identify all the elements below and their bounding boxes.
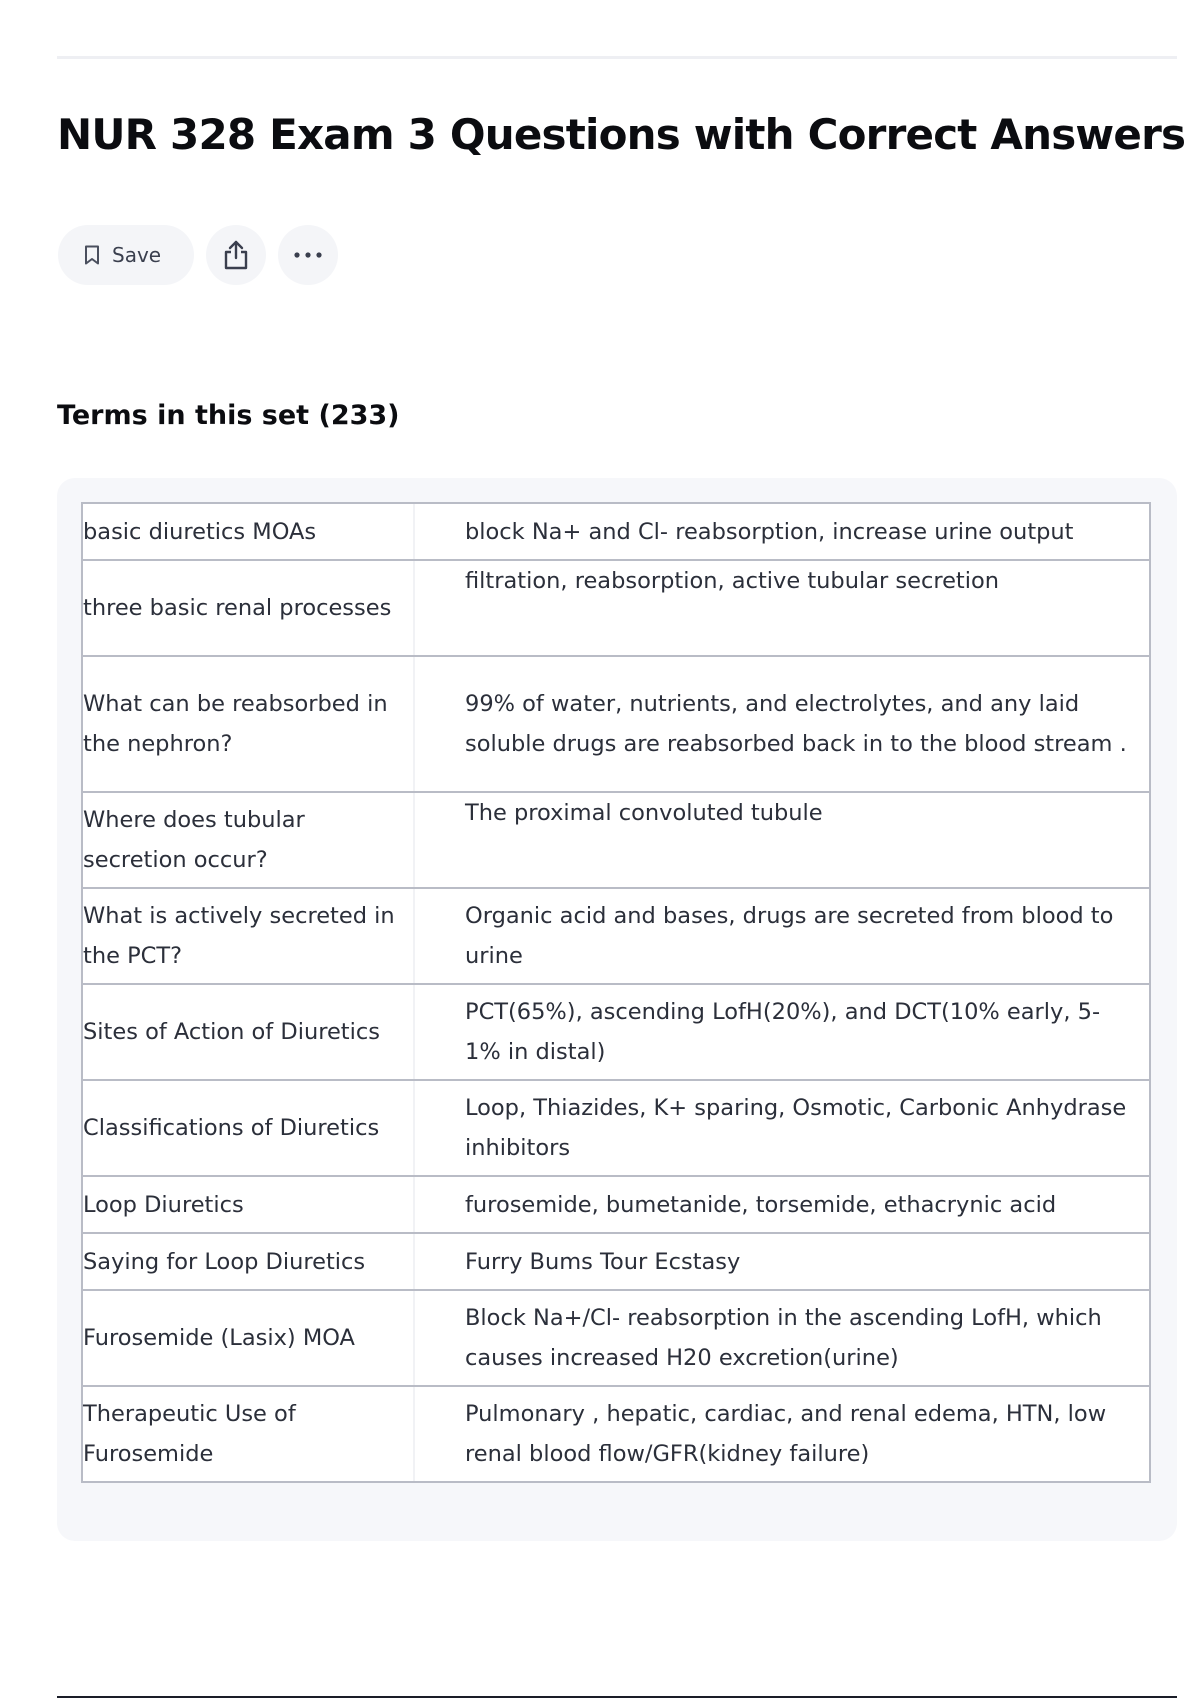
- top-divider: [57, 56, 1177, 59]
- term-cell: Sites of Action of Diuretics: [82, 984, 414, 1080]
- table-row: [82, 1290, 1150, 1386]
- bottom-divider: [57, 1696, 1177, 1698]
- term-cell: What is actively secreted in the PCT?: [82, 888, 414, 984]
- definition-cell: Block Na+/Cl- reabsorption in the ascending LofH, which causes increased H20 excretion(urine): [414, 1290, 1150, 1386]
- bookmark-icon: [84, 245, 100, 265]
- table-row: [82, 984, 1150, 1080]
- more-icon: [293, 251, 323, 259]
- more-options-button[interactable]: [278, 225, 338, 285]
- save-button[interactable]: [58, 225, 194, 285]
- term-cell: What can be reabsorbed in the nephron?: [82, 656, 414, 792]
- definition-cell: block Na+ and Cl- reabsorption, increase urine output: [414, 503, 1150, 560]
- table-row: [82, 888, 1150, 984]
- share-button[interactable]: [206, 225, 266, 285]
- page-title: NUR 328 Exam 3 Questions with Correct Answers: [57, 110, 1186, 159]
- terms-table-container: [57, 478, 1177, 1541]
- term-cell: Loop Diuretics: [82, 1176, 414, 1233]
- terms-heading: Terms in this set (233): [57, 400, 400, 431]
- definition-cell: The proximal convoluted tubule: [414, 792, 1150, 888]
- term-cell: Where does tubular secretion occur?: [82, 792, 414, 888]
- definition-cell: Organic acid and bases, drugs are secreted from blood to urine: [414, 888, 1150, 984]
- action-bar: [58, 225, 338, 285]
- table-row: [82, 1233, 1150, 1290]
- table-row: [82, 1176, 1150, 1233]
- table-row: [82, 560, 1150, 656]
- term-cell: Furosemide (Lasix) MOA: [82, 1290, 414, 1386]
- table-row: [82, 503, 1150, 560]
- share-icon: [223, 240, 249, 270]
- term-cell: basic diuretics MOAs: [82, 503, 414, 560]
- definition-cell: Furry Bums Tour Ecstasy: [414, 1233, 1150, 1290]
- definition-cell: 99% of water, nutrients, and electrolytes, and any laid soluble drugs are reabsorbed back in to the blood stream .: [414, 656, 1150, 792]
- term-cell: Therapeutic Use of Furosemide: [82, 1386, 414, 1482]
- table-row: [82, 656, 1150, 792]
- term-cell: three basic renal processes: [82, 560, 414, 656]
- terms-table: [81, 502, 1151, 1483]
- definition-cell: Pulmonary , hepatic, cardiac, and renal edema, HTN, low renal blood flow/GFR(kidney failure): [414, 1386, 1150, 1482]
- save-button-label: Save: [112, 243, 162, 267]
- table-row: [82, 1080, 1150, 1176]
- term-cell: Saying for Loop Diuretics: [82, 1233, 414, 1290]
- table-row: [82, 1386, 1150, 1482]
- definition-cell: furosemide, bumetanide, torsemide, ethacrynic acid: [414, 1176, 1150, 1233]
- definition-cell: Loop, Thiazides, K+ sparing, Osmotic, Carbonic Anhydrase inhibitors: [414, 1080, 1150, 1176]
- definition-cell: PCT(65%), ascending LofH(20%), and DCT(10% early, 5-1% in distal): [414, 984, 1150, 1080]
- term-cell: Classifications of Diuretics: [82, 1080, 414, 1176]
- definition-cell: filtration, reabsorption, active tubular secretion: [414, 560, 1150, 656]
- table-row: [82, 792, 1150, 888]
